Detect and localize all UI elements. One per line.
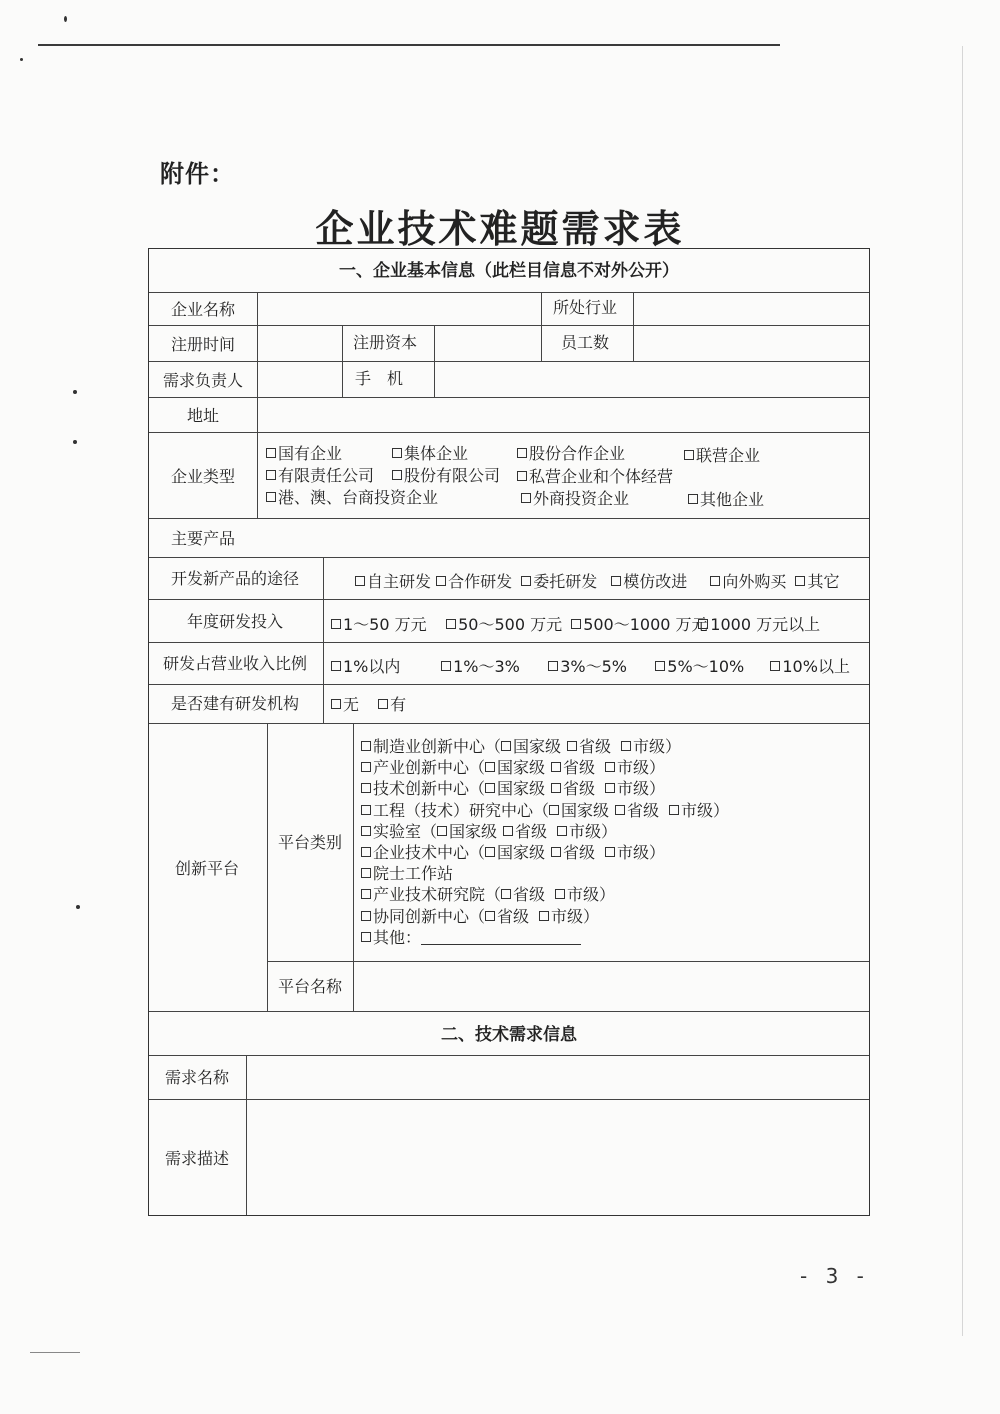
rd-invest-option[interactable]: 500～1000 万元 xyxy=(571,615,693,635)
dev-path-option[interactable]: 模仿改进 xyxy=(611,572,705,592)
platform-type-option[interactable] xyxy=(361,758,665,778)
rd-ratio-options xyxy=(331,657,850,677)
checkbox-icon xyxy=(361,741,371,751)
checkbox-icon xyxy=(485,847,495,857)
platform-type-label: 工程（技术）研究中心（ xyxy=(373,800,550,820)
scan-speck xyxy=(73,440,77,444)
phone-field[interactable] xyxy=(436,362,867,396)
products-field[interactable] xyxy=(259,519,867,556)
checkbox-icon xyxy=(655,661,665,671)
demand-desc-field[interactable] xyxy=(248,1100,867,1214)
checkbox-icon xyxy=(611,576,621,586)
company-type-option[interactable]: 股份合作企业 xyxy=(517,444,625,464)
dev-path-option[interactable]: 向外购买 xyxy=(710,572,790,592)
page-title: 企业技术难题需求表 xyxy=(315,207,685,251)
checkbox-icon xyxy=(795,576,805,586)
label-rd-invest: 年度研发投入 xyxy=(187,612,284,631)
demand-name-field[interactable] xyxy=(248,1056,867,1098)
platform-type-option[interactable] xyxy=(361,843,665,863)
platform-level-option[interactable]: 国家级 xyxy=(501,737,567,757)
section-basic-info-title: 一、企业基本信息（此栏目信息不对外公开） xyxy=(339,261,679,281)
checkbox-icon xyxy=(605,847,615,857)
industry-field[interactable] xyxy=(635,293,867,324)
checkbox-icon xyxy=(501,889,511,899)
checkbox-icon xyxy=(503,826,513,836)
checkbox-icon xyxy=(485,911,495,921)
platform-type-label: 企业技术中心（ xyxy=(373,843,486,862)
label-company-type: 企业类型 xyxy=(171,467,236,486)
platform-level-option[interactable]: 国家级 xyxy=(437,822,503,842)
checkbox-icon xyxy=(669,805,679,815)
label-reg-capital: 注册资本 xyxy=(353,333,418,352)
rd-ratio-option[interactable]: 10%以上 xyxy=(770,657,850,677)
checkbox-icon xyxy=(710,576,720,586)
label-industry: 所处行业 xyxy=(553,298,618,317)
platform-type-option[interactable] xyxy=(361,885,615,905)
platform-type-label: 其他： xyxy=(373,927,422,947)
company-type-option[interactable]: 私营企业和个体经营 xyxy=(517,467,673,487)
checkbox-icon xyxy=(684,450,694,460)
checkbox-icon xyxy=(551,783,561,793)
rd-ratio-option[interactable]: 1%以内 xyxy=(331,657,436,677)
checkbox-icon xyxy=(446,619,456,629)
reg-time-field[interactable] xyxy=(259,326,341,360)
checkbox-icon xyxy=(392,448,402,458)
rd-org-option[interactable]: 无 xyxy=(331,695,373,715)
checkbox-icon xyxy=(539,911,549,921)
platform-type-label: 院士工作站 xyxy=(373,864,454,884)
checkbox-icon xyxy=(485,783,495,793)
checkbox-icon xyxy=(621,741,631,751)
dev-path-option[interactable]: 其它 xyxy=(795,572,839,592)
company-type-option[interactable]: 集体企业 xyxy=(392,444,468,464)
company-type-option[interactable]: 有限责任公司 xyxy=(266,466,374,486)
checkbox-icon xyxy=(436,576,446,586)
checkbox-icon xyxy=(361,826,371,836)
checkbox-icon xyxy=(361,762,371,772)
checkbox-icon xyxy=(571,619,581,629)
label-demand-name: 需求名称 xyxy=(165,1068,230,1087)
checkbox-icon xyxy=(361,889,371,899)
checkbox-icon xyxy=(361,932,371,942)
checkbox-icon xyxy=(551,847,561,857)
platform-level-option[interactable]: 国家级 xyxy=(485,843,551,863)
platform-type-option[interactable] xyxy=(361,779,665,799)
address-field[interactable] xyxy=(259,398,867,431)
label-platform-type: 平台类别 xyxy=(278,833,343,852)
platform-level-option[interactable]: 国家级 xyxy=(549,801,615,821)
platform-level-option[interactable]: 省级 xyxy=(551,779,605,799)
rd-org-option[interactable]: 有 xyxy=(378,695,406,715)
checkbox-icon xyxy=(688,494,698,504)
platform-level-option[interactable]: 市级） xyxy=(605,779,665,799)
platform-level-option[interactable]: 省级 xyxy=(551,843,605,863)
dev-path-option[interactable]: 合作研发 xyxy=(436,572,516,592)
checkbox-icon xyxy=(485,762,495,772)
checkbox-icon xyxy=(361,868,371,878)
rd-ratio-option[interactable]: 3%～5% xyxy=(548,657,650,677)
checkbox-icon xyxy=(361,847,371,857)
platform-level-option[interactable]: 国家级 xyxy=(485,779,551,799)
platform-level-option[interactable]: 市级） xyxy=(605,758,665,778)
checkbox-icon xyxy=(521,576,531,586)
platform-level-option[interactable]: 市级） xyxy=(605,843,665,863)
checkbox-icon xyxy=(549,805,559,815)
label-rd-ratio: 研发占营业收入比例 xyxy=(163,654,308,673)
checkbox-icon xyxy=(331,619,341,629)
platform-type-label: 产业技术研究院（ xyxy=(373,885,502,905)
rd-ratio-option[interactable]: 5%～10% xyxy=(655,657,765,677)
platform-type-option[interactable] xyxy=(361,864,453,884)
platform-type-label: 协同创新中心（ xyxy=(373,906,486,926)
scan-speck xyxy=(64,16,67,22)
checkbox-icon xyxy=(557,826,567,836)
other-platform-input[interactable] xyxy=(421,930,581,945)
platform-level-option[interactable]: 市级） xyxy=(621,737,681,757)
checkbox-icon xyxy=(266,492,276,502)
platform-level-option[interactable]: 国家级 xyxy=(485,758,551,778)
checkbox-icon xyxy=(770,661,780,671)
platform-type-label: 技术创新中心（ xyxy=(373,779,486,799)
checkbox-icon xyxy=(521,493,531,503)
scan-edge-bottom xyxy=(30,1352,80,1353)
checkbox-icon xyxy=(698,619,708,629)
label-platform: 创新平台 xyxy=(175,859,240,878)
platform-name-field[interactable] xyxy=(355,962,867,1010)
checkbox-icon xyxy=(441,661,451,671)
label-employees: 员工数 xyxy=(561,333,610,352)
dev-path-options xyxy=(355,572,839,592)
checkbox-icon xyxy=(501,741,511,751)
platform-type-label: 制造业创新中心（ xyxy=(373,737,502,756)
checkbox-icon xyxy=(392,470,402,480)
company-type-option[interactable]: 其他企业 xyxy=(688,490,764,510)
platform-level-option[interactable]: 市级） xyxy=(539,907,599,927)
company-type-option[interactable]: 港、澳、台商投资企业 xyxy=(266,488,438,508)
checkbox-icon xyxy=(378,699,388,709)
label-dev-path: 开发新产品的途径 xyxy=(171,569,300,588)
checkbox-icon xyxy=(551,762,561,772)
rd-invest-option[interactable]: 50～500 万元 xyxy=(446,615,566,635)
rd-invest-option[interactable]: 1000 万元以上 xyxy=(698,615,820,635)
page-number: - 3 - xyxy=(800,1264,870,1288)
label-rd-org: 是否建有研发机构 xyxy=(171,694,300,713)
platform-type-label: 产业创新中心（ xyxy=(373,758,486,778)
checkbox-icon xyxy=(331,661,341,671)
checkbox-icon xyxy=(517,471,527,481)
employees-field[interactable] xyxy=(635,326,867,360)
rd-org-options xyxy=(331,695,406,715)
platform-type-option[interactable] xyxy=(361,928,581,948)
label-address: 地址 xyxy=(187,406,220,425)
label-products: 主要产品 xyxy=(171,529,236,548)
attachment-label: 附件： xyxy=(160,160,235,188)
platform-type-option[interactable] xyxy=(361,907,599,927)
company-type-option[interactable]: 外商投资企业 xyxy=(521,489,629,509)
platform-level-option[interactable]: 省级 xyxy=(567,737,621,757)
checkbox-icon xyxy=(605,783,615,793)
checkbox-icon xyxy=(615,805,625,815)
platform-type-option[interactable] xyxy=(361,801,729,821)
checkbox-icon xyxy=(361,783,371,793)
scan-speck xyxy=(73,390,77,394)
company-type-option[interactable]: 股份有限公司 xyxy=(392,466,500,486)
rd-invest-options xyxy=(331,615,820,635)
platform-level-option[interactable]: 省级 xyxy=(485,907,539,927)
platform-type-option[interactable] xyxy=(361,822,617,842)
contact-field[interactable] xyxy=(259,362,341,396)
dev-path-option[interactable]: 自主研发 xyxy=(355,572,431,592)
label-phone: 手 机 xyxy=(355,369,404,388)
platform-type-label: 实验室（ xyxy=(373,821,438,841)
checkbox-icon xyxy=(355,576,365,586)
platform-type-option[interactable] xyxy=(361,737,681,757)
checkbox-icon xyxy=(555,889,565,899)
label-contact: 需求负责人 xyxy=(163,371,244,390)
checkbox-icon xyxy=(548,661,558,671)
company-name-field[interactable] xyxy=(259,293,539,324)
checkbox-icon xyxy=(437,826,447,836)
platform-level-option[interactable]: 市级） xyxy=(557,822,617,842)
company-type-option[interactable]: 联营企业 xyxy=(684,446,760,466)
checkbox-icon xyxy=(331,699,341,709)
checkbox-icon xyxy=(517,448,527,458)
checkbox-icon xyxy=(266,448,276,458)
rd-invest-option[interactable]: 1～50 万元 xyxy=(331,615,441,635)
label-demand-desc: 需求描述 xyxy=(165,1149,230,1168)
label-platform-name: 平台名称 xyxy=(278,977,343,996)
scan-speck xyxy=(20,58,23,61)
checkbox-icon xyxy=(605,762,615,772)
platform-level-option[interactable]: 省级 xyxy=(501,885,555,905)
platform-level-option[interactable]: 市级） xyxy=(555,885,615,905)
platform-level-option[interactable]: 市级） xyxy=(669,801,729,821)
requirement-form xyxy=(148,248,870,1216)
checkbox-icon xyxy=(361,805,371,815)
company-type-option[interactable]: 国有企业 xyxy=(266,444,342,464)
dev-path-option[interactable]: 委托研发 xyxy=(521,572,606,592)
platform-level-option[interactable]: 省级 xyxy=(551,758,605,778)
platform-level-option[interactable]: 省级 xyxy=(503,822,557,842)
checkbox-icon xyxy=(567,741,577,751)
scan-edge-top xyxy=(38,44,780,46)
section-tech-demand-title: 二、技术需求信息 xyxy=(441,1025,577,1045)
checkbox-icon xyxy=(361,911,371,921)
rd-ratio-option[interactable]: 1%～3% xyxy=(441,657,543,677)
checkbox-icon xyxy=(266,470,276,480)
scan-speck xyxy=(76,905,80,909)
label-company-name: 企业名称 xyxy=(171,300,236,319)
label-reg-time: 注册时间 xyxy=(171,335,236,354)
platform-level-option[interactable]: 省级 xyxy=(615,801,669,821)
